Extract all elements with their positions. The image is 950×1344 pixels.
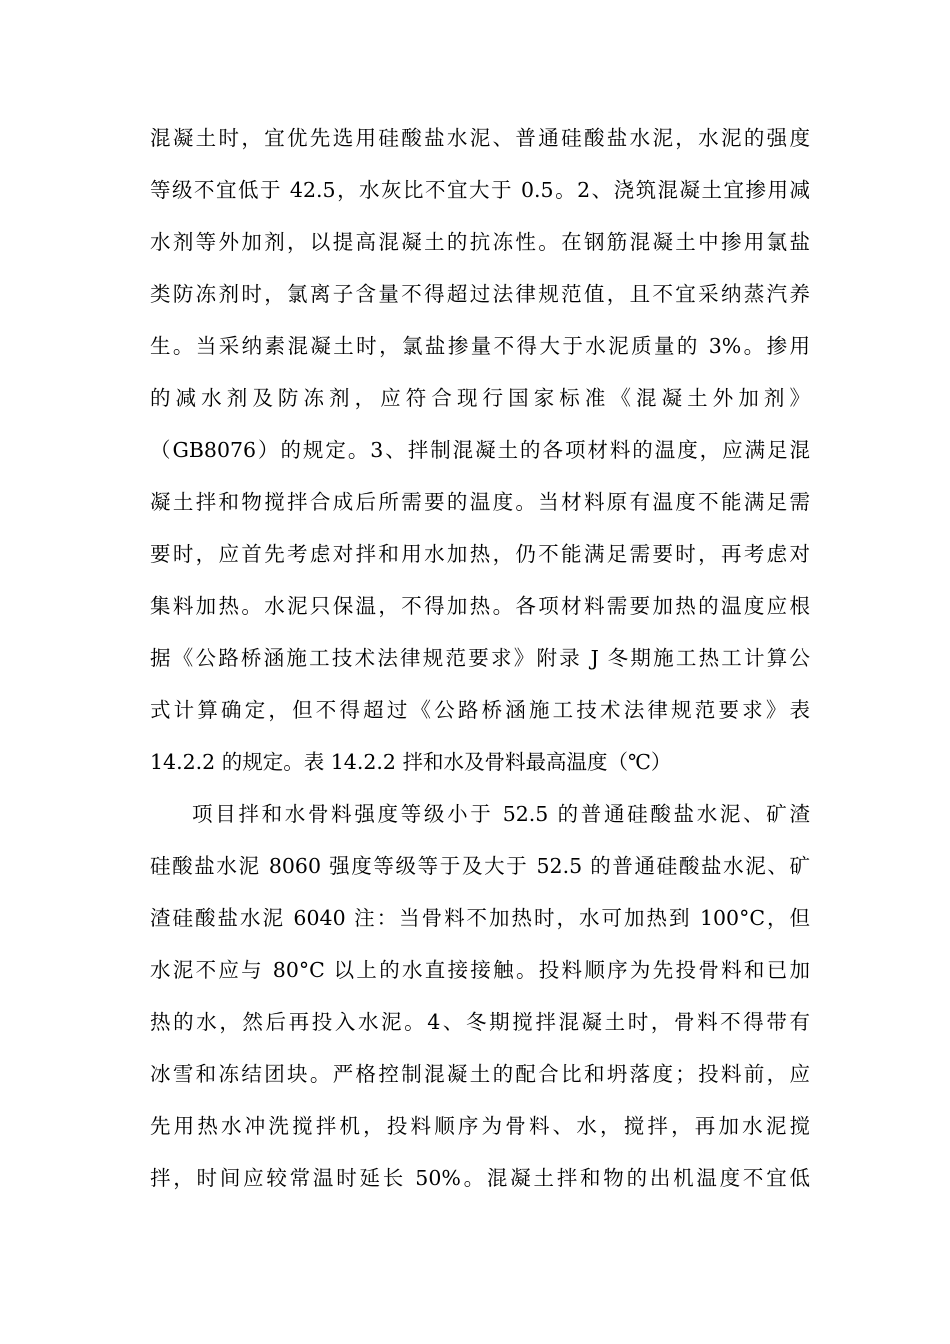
text-line: 凝土拌和物搅拌合成后所需要的温度。当材料原有温度不能满足需: [150, 490, 810, 514]
text-line: 项目拌和水骨料强度等级小于 52.5 的普通硅酸盐水泥、矿渣: [192, 802, 810, 826]
text-line: 水泥不应与 80°C 以上的水直接接触。投料顺序为先投骨料和已加: [150, 958, 810, 982]
text-line: 要时，应首先考虑对拌和用水加热，仍不能满足需要时，再考虑对: [150, 542, 810, 566]
text-line: 先用热水冲洗搅拌机，投料顺序为骨料、水，搅拌，再加水泥搅: [150, 1114, 810, 1138]
text-line: 水剂等外加剂，以提高混凝土的抗冻性。在钢筋混凝土中掺用氯盐: [150, 230, 810, 254]
text-line: 集料加热。水泥只保温，不得加热。各项材料需要加热的温度应根: [150, 594, 810, 618]
text-line: 生。当采纳素混凝土时，氯盐掺量不得大于水泥质量的 3%。掺用: [150, 334, 810, 358]
text-line: 渣硅酸盐水泥 6040 注：当骨料不加热时，水可加热到 100°C，但: [150, 906, 810, 930]
text-line: 据《公路桥涵施工技术法律规范要求》附录 J 冬期施工热工计算公: [150, 646, 810, 670]
text-line: 拌，时间应较常温时延长 50%。混凝土拌和物的出机温度不宜低: [150, 1166, 810, 1190]
text-line: 式计算确定，但不得超过《公路桥涵施工技术法律规范要求》表: [150, 698, 810, 722]
text-line: 热的水，然后再投入水泥。4、冬期搅拌混凝土时，骨料不得带有: [150, 1010, 810, 1034]
text-line: 类防冻剂时，氯离子含量不得超过法律规范值，且不宜采纳蒸汽养: [150, 282, 810, 306]
text-line: 硅酸盐水泥 8060 强度等级等于及大于 52.5 的普通硅酸盐水泥、矿: [150, 854, 810, 878]
text-line: 的减水剂及防冻剂，应符合现行国家标准《混凝土外加剂》: [150, 386, 810, 410]
text-line: 混凝土时，宜优先选用硅酸盐水泥、普通硅酸盐水泥，水泥的强度: [150, 126, 810, 150]
text-line: 等级不宜低于 42.5，水灰比不宜大于 0.5。2、浇筑混凝土宜掺用减: [150, 178, 810, 202]
text-line: （GB8076）的规定。3、拌制混凝土的各项材料的温度，应满足混: [150, 438, 810, 462]
text-line: 冰雪和冻结团块。严格控制混凝土的配合比和坍落度；投料前，应: [150, 1062, 810, 1086]
text-line: 14.2.2 的规定。表 14.2.2 拌和水及骨料最高温度（℃）: [150, 750, 672, 774]
